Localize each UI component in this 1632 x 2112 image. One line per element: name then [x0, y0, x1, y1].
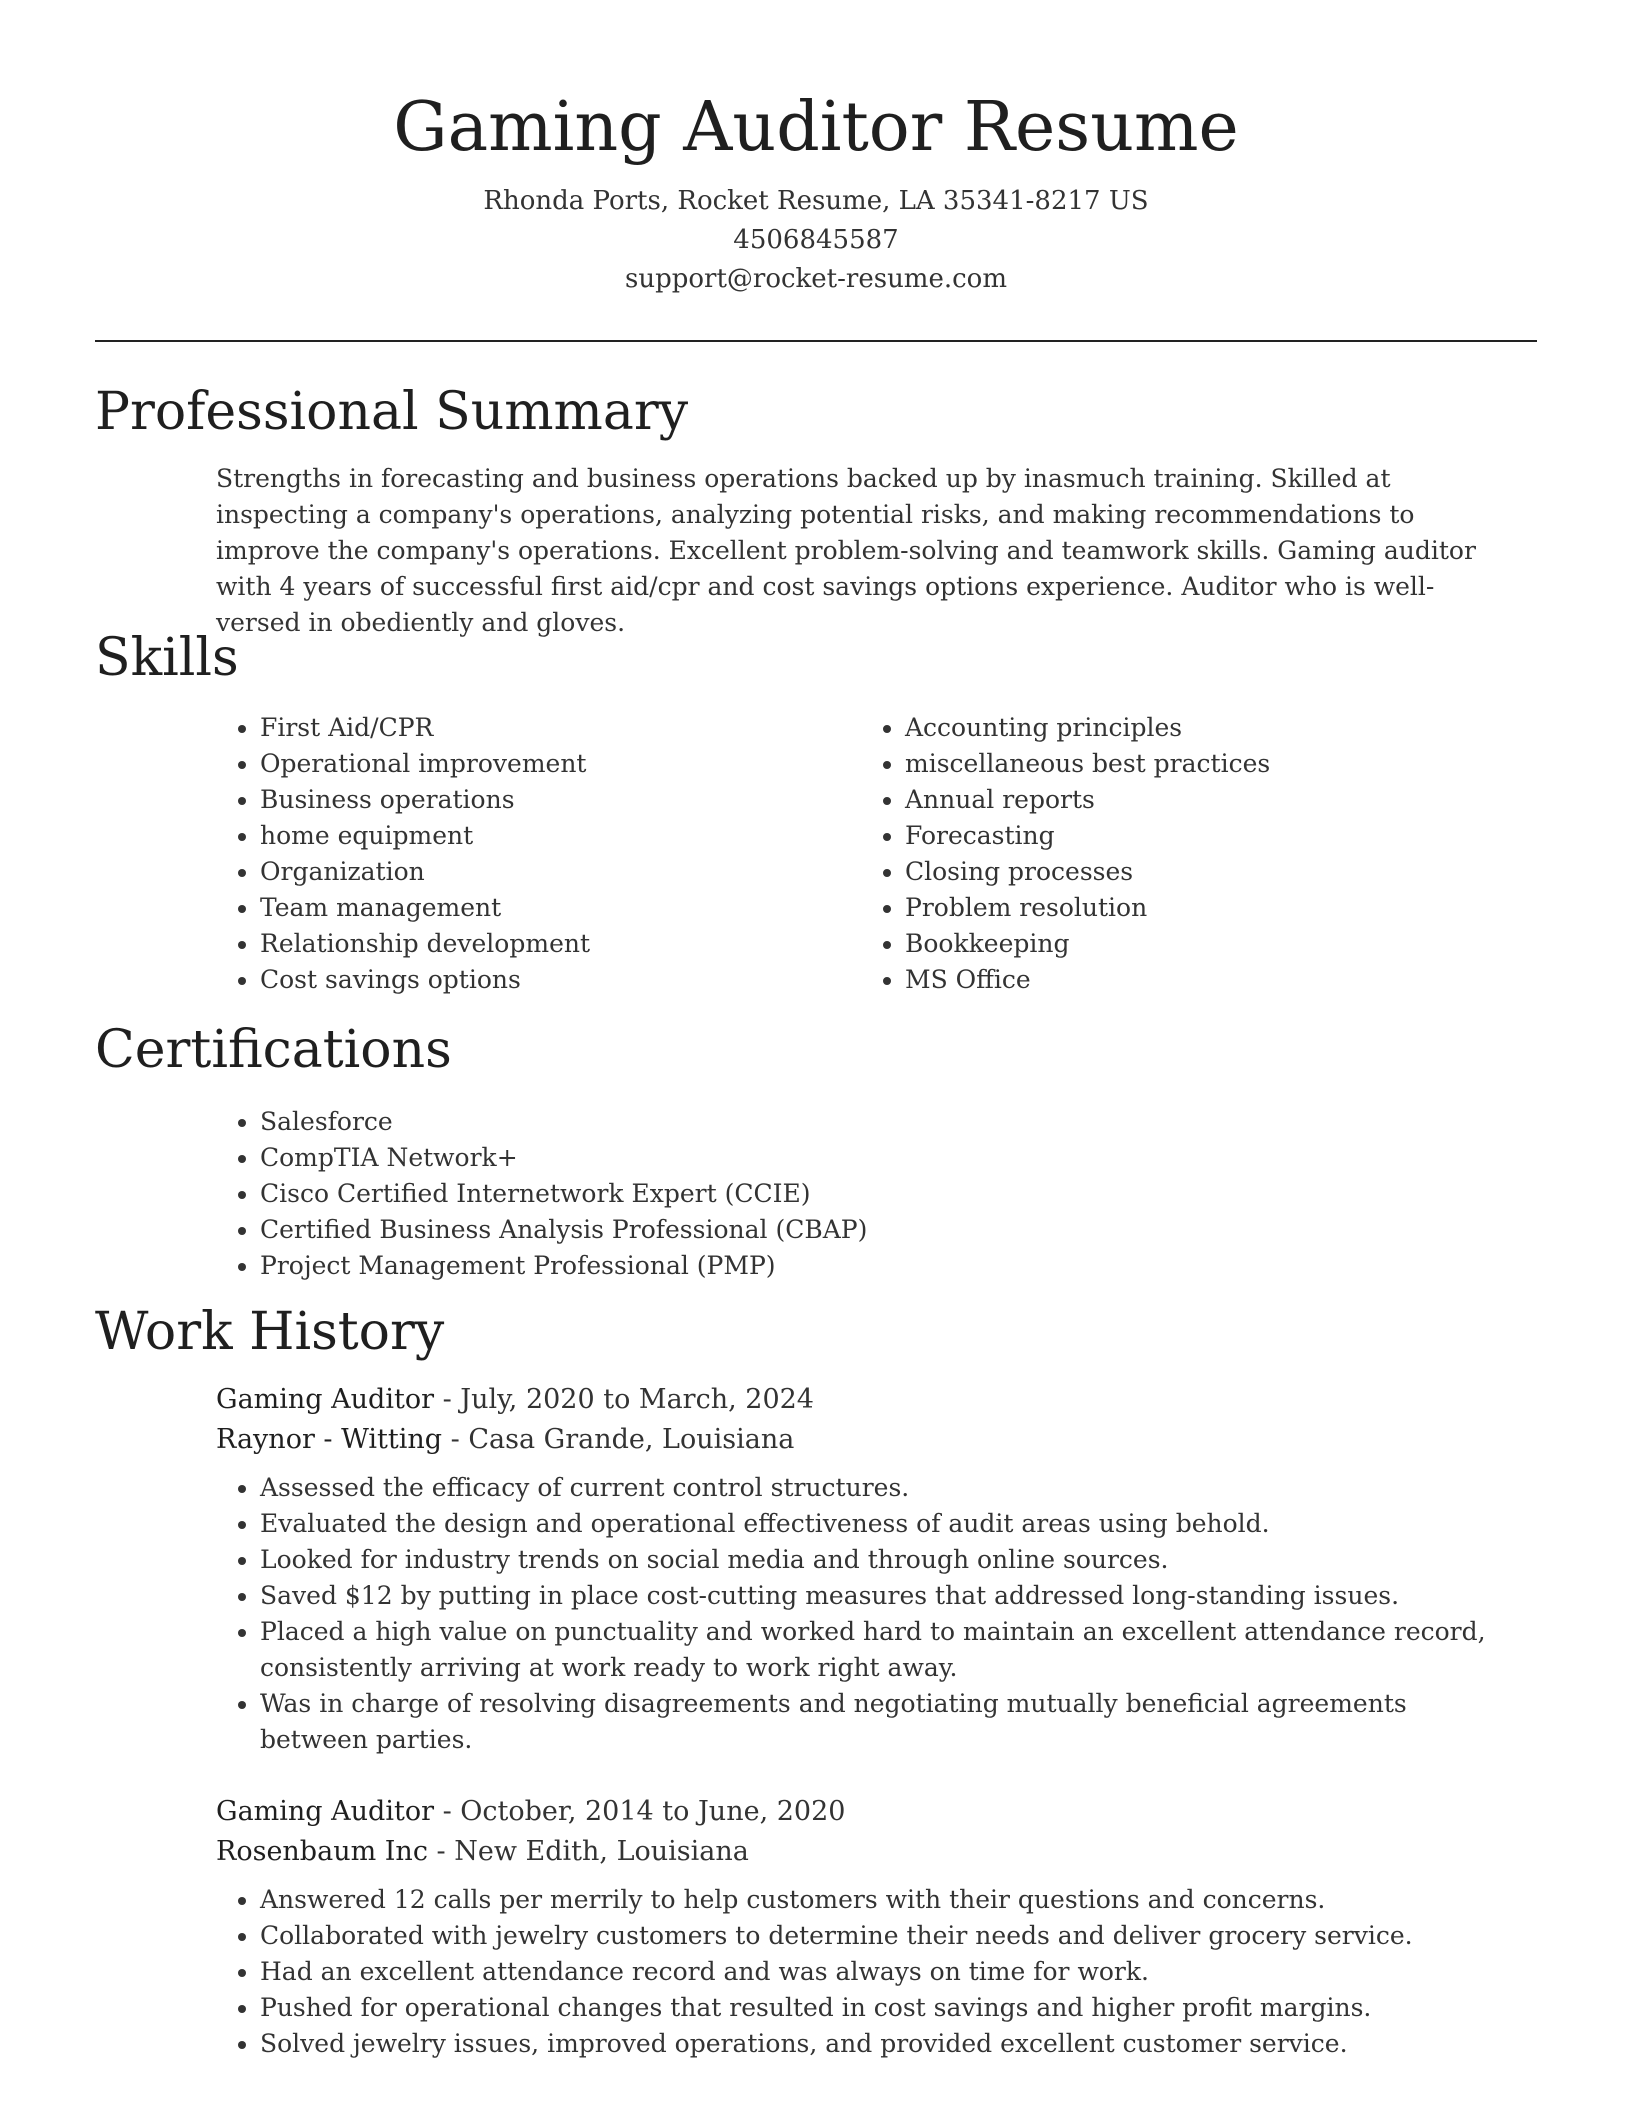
- work-history-heading: Work History: [95, 1302, 445, 1362]
- list-item: • Looked for industry trends on social media and through online sources.: [260, 1542, 1516, 1578]
- list-item: • Forecasting: [905, 818, 1270, 854]
- list-item: • home equipment: [260, 818, 590, 854]
- list-item: • Assessed the efficacy of current control structures.: [260, 1470, 1516, 1506]
- certifications-heading: Certifications: [95, 1020, 452, 1080]
- job-company: Raynor - Witting: [216, 1424, 443, 1455]
- skills-list-right: [861, 710, 1270, 998]
- job-dates: - July, 2020 to March, 2024: [433, 1384, 814, 1415]
- job-entry: [216, 1380, 1516, 1758]
- contact-address: Rhonda Ports, Rocket Resume, LA 35341-8217 US: [483, 186, 1149, 216]
- job-title: Gaming Auditor: [216, 1384, 434, 1415]
- list-item: • Operational improvement: [260, 746, 590, 782]
- job-dates: - October, 2014 to June, 2020: [433, 1796, 846, 1827]
- list-item: • Project Management Professional (PMP): [260, 1248, 867, 1284]
- job-location: - Casa Grande, Louisiana: [442, 1424, 795, 1455]
- list-item: • Had an excellent attendance record and was always on time for work.: [260, 1954, 1516, 1990]
- list-item: • First Aid/CPR: [260, 710, 590, 746]
- list-item: • Saved $12 by putting in place cost-cutting measures that addressed long-standing issues.: [260, 1578, 1516, 1614]
- list-item: • CompTIA Network+: [260, 1140, 867, 1176]
- job-duties-list: [216, 1470, 1516, 1758]
- list-item: • Cost savings options: [260, 962, 590, 998]
- list-item: • Annual reports: [905, 782, 1270, 818]
- job-company: Rosenbaum Inc: [216, 1836, 428, 1867]
- job-title: Gaming Auditor: [216, 1796, 434, 1827]
- list-item: • Team management: [260, 890, 590, 926]
- summary-text: Strengths in forecasting and business operations backed up by inasmuch training. Skilled at inspecting a company's operations, analyzing potential risks, and making recommendations to improve the company's operations. Excellent problem-solving and teamwork skills. Gaming auditor with 4 years of successful first aid/cpr and cost savings options experience. Auditor who is well-versed in obediently and gloves.: [216, 464, 1476, 637]
- list-item: • Evaluated the design and operational effectiveness of audit areas using behold.: [260, 1506, 1516, 1542]
- list-item: • miscellaneous best practices: [905, 746, 1270, 782]
- list-item: • MS Office: [905, 962, 1270, 998]
- resume-title: Gaming Auditor Resume: [393, 88, 1239, 167]
- list-item: • Problem resolution: [905, 890, 1270, 926]
- header-divider: [95, 340, 1537, 342]
- list-item: • Salesforce: [260, 1104, 867, 1140]
- list-item: • Placed a high value on punctuality and worked hard to maintain an excellent attendance record, consistently arriving at work ready to work right away.: [260, 1614, 1516, 1686]
- list-item: • Cisco Certified Internetwork Expert (CCIE): [260, 1176, 867, 1212]
- list-item: • Business operations: [260, 782, 590, 818]
- list-item: • Answered 12 calls per merrily to help customers with their questions and concerns.: [260, 1882, 1516, 1918]
- list-item: • Organization: [260, 854, 590, 890]
- job-company-line: [216, 1832, 1516, 1872]
- job-duties-list: [216, 1882, 1516, 2062]
- contact-info: [0, 182, 1632, 299]
- skills-heading: Skills: [95, 628, 239, 688]
- list-item: • Relationship development: [260, 926, 590, 962]
- list-item: • Was in charge of resolving disagreements and negotiating mutually beneficial agreements between parties.: [260, 1686, 1516, 1758]
- job-company-line: [216, 1420, 1516, 1460]
- skills-list-left: [216, 710, 590, 998]
- contact-phone: 4506845587: [733, 225, 899, 255]
- summary-heading: Professional Summary: [95, 382, 689, 442]
- list-item: • Collaborated with jewelry customers to determine their needs and deliver grocery service.: [260, 1918, 1516, 1954]
- list-item: • Solved jewelry issues, improved operations, and provided excellent customer service.: [260, 2026, 1516, 2062]
- job-title-line: [216, 1380, 1516, 1420]
- job-title-line: [216, 1792, 1516, 1832]
- certifications-list: [216, 1104, 867, 1284]
- resume-header: [0, 84, 1632, 299]
- list-item: • Pushed for operational changes that resulted in cost savings and higher profit margins.: [260, 1990, 1516, 2026]
- list-item: • Closing processes: [905, 854, 1270, 890]
- list-item: • Bookkeeping: [905, 926, 1270, 962]
- list-item: • Certified Business Analysis Professional (CBAP): [260, 1212, 867, 1248]
- job-entry: [216, 1792, 1516, 2062]
- list-item: • Accounting principles: [905, 710, 1270, 746]
- job-location: - New Edith, Louisiana: [427, 1836, 749, 1867]
- contact-email: support@rocket-resume.com: [624, 264, 1007, 294]
